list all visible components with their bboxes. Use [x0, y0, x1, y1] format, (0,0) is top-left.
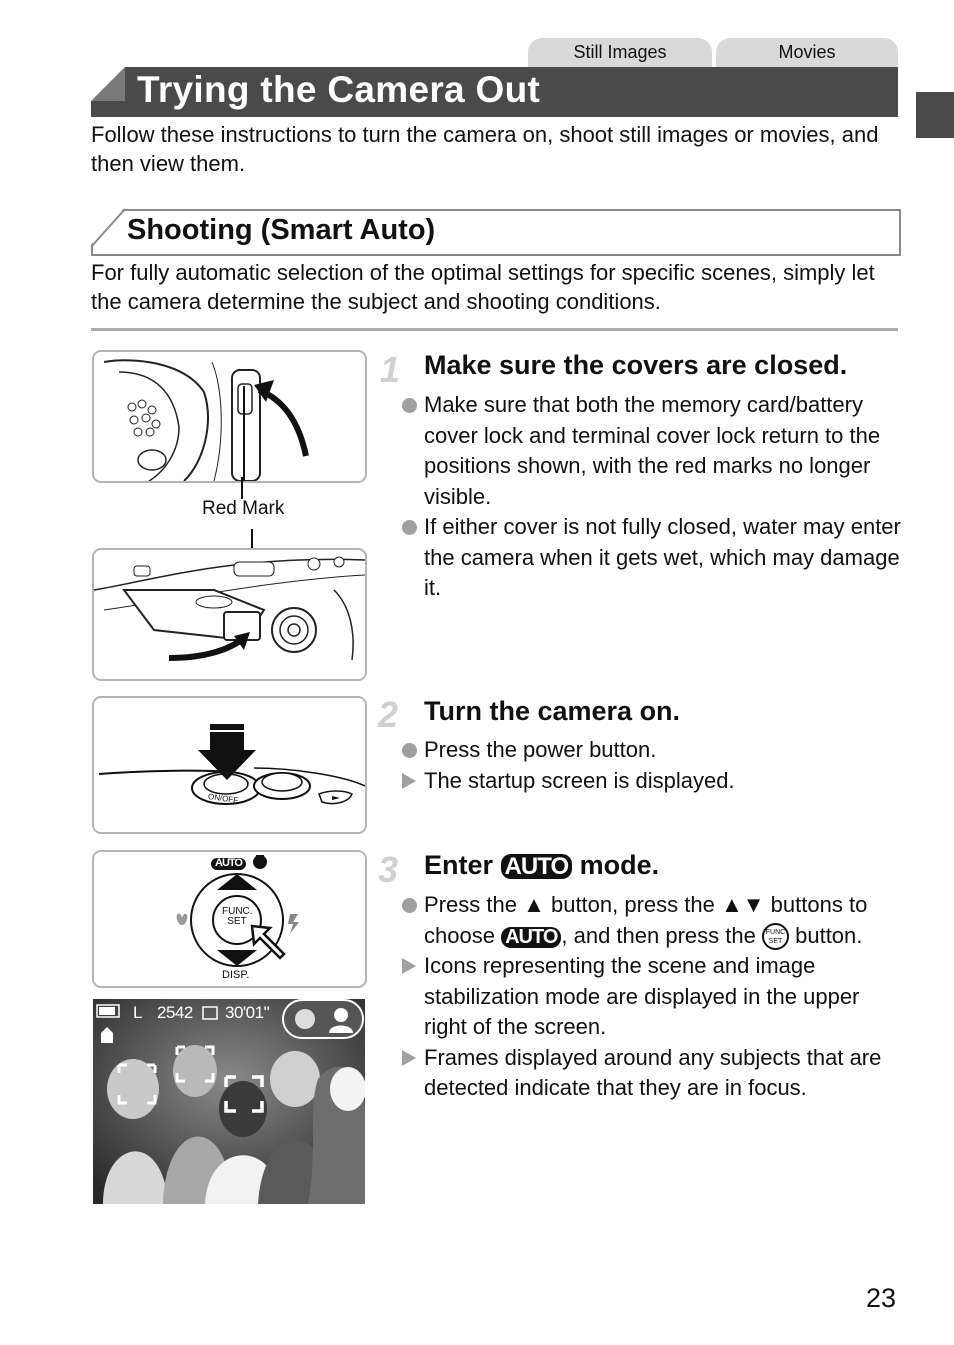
- list-item: Press the power button.: [397, 735, 902, 766]
- divider: [91, 328, 898, 331]
- bullet-arrow-icon: [397, 766, 421, 798]
- step-2-number: 2: [378, 694, 399, 735]
- list-item: Make sure that both the memory card/battery cover lock and terminal cover lock return to the positions shown, with the red marks no longer visible.: [397, 390, 902, 512]
- list-item: Icons representing the scene and image stabilization mode are displayed in the upper right of the screen.: [397, 951, 902, 1043]
- step-3-number: 3: [378, 849, 399, 890]
- figure-power-button: [92, 696, 367, 834]
- screen-image-size: L: [133, 1003, 143, 1022]
- up-down-arrows-icon: ▲▼: [720, 892, 765, 917]
- dial-auto-label: AUTO: [211, 857, 246, 870]
- red-mark-label: Red Mark: [202, 498, 285, 519]
- auto-mode-icon: AUTO: [501, 854, 573, 879]
- step-2-bullets: [397, 735, 902, 796]
- screen-recording-time: 30'01": [225, 1003, 270, 1022]
- bullet-dot-icon: [397, 390, 421, 422]
- page-number: 23: [866, 1283, 897, 1313]
- auto-mode-icon: AUTO: [501, 927, 561, 948]
- figure-control-dial: [92, 850, 367, 988]
- step-3-bullets: [397, 890, 902, 1104]
- tab-movies: Movies: [716, 38, 898, 67]
- power-label: ON/OFF: [207, 791, 239, 806]
- figure-cover-lock: [92, 350, 367, 483]
- title-corner-decoration: [91, 67, 125, 101]
- list-item: Press the ▲ button, press the ▲▼ buttons to choose AUTO , and then press the FUNC SET button.: [397, 890, 902, 951]
- page-title: Trying the Camera Out: [137, 69, 541, 110]
- figure-terminal-cover: [92, 548, 367, 681]
- tab-still-images: Still Images: [528, 38, 712, 67]
- step-1-number: 1: [380, 349, 401, 390]
- intro-text: Follow these instructions to turn the camera on, shoot still images or movies, and then view them.: [91, 122, 879, 176]
- bullet-dot-icon: [397, 735, 421, 767]
- chapter-side-tab: [916, 92, 954, 138]
- dial-disp-label: DISP.: [222, 969, 250, 981]
- func-set-button-icon: FUNC SET: [762, 923, 789, 950]
- dial-func-set-label: FUNC. SET: [222, 906, 253, 927]
- bullet-arrow-icon: [397, 951, 421, 983]
- bullet-arrow-icon: [397, 1043, 421, 1075]
- step-1-heading: Make sure the covers are closed.: [424, 350, 848, 380]
- list-item: The startup screen is displayed.: [397, 766, 902, 797]
- section-description: For fully automatic selection of the optimal settings for specific scenes, simply let the camera determine the subject and shooting conditions.: [91, 260, 875, 314]
- section-title: Shooting (Smart Auto): [127, 214, 436, 246]
- screen-shot-count: 2542: [157, 1003, 193, 1022]
- list-item: Frames displayed around any subjects that are detected indicate that they are in focus.: [397, 1043, 902, 1104]
- bullet-dot-icon: [397, 512, 421, 544]
- section-corner-decoration: [89, 207, 129, 255]
- step-1-bullets: [397, 390, 902, 604]
- figure-camera-screen: [93, 999, 365, 1204]
- step-3-heading: Enter AUTO mode.: [424, 850, 660, 880]
- bullet-dot-icon: [397, 890, 421, 922]
- list-item: If either cover is not fully closed, water may enter the camera when it gets wet, which may damage it.: [397, 512, 902, 604]
- up-arrow-icon: ▲: [523, 892, 545, 917]
- step-2-heading: Turn the camera on.: [424, 696, 681, 726]
